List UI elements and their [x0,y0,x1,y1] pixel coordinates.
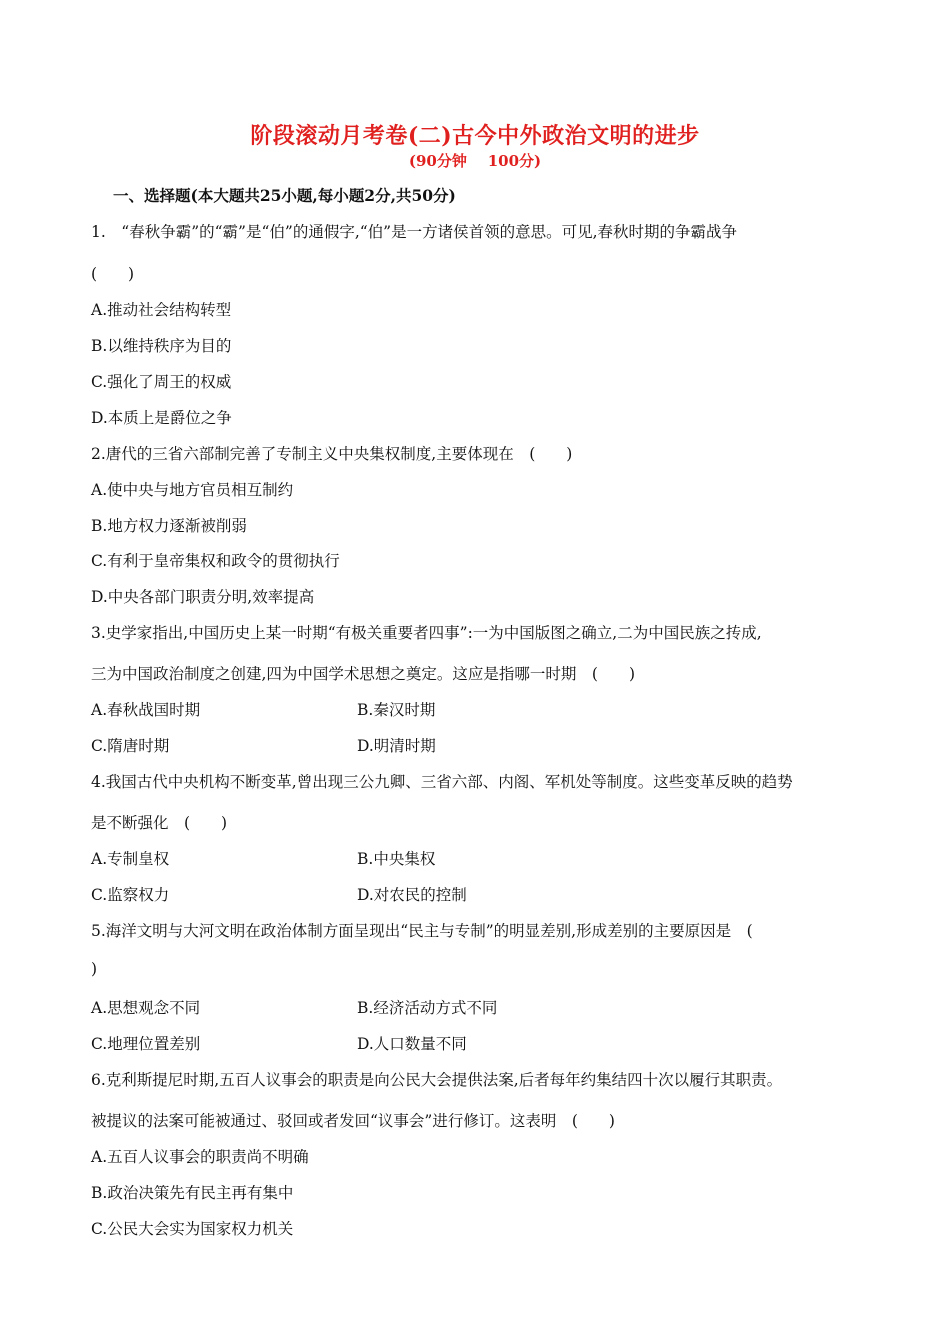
exam-title: 阶段滚动月考卷(二)古今中外政治文明的进步 [250,123,700,149]
question-5-option-d: D.人口数量不同 [357,1035,467,1053]
question-3-option-b: B.秦汉时期 [357,701,436,719]
question-5-option-b: B.经济活动方式不同 [357,999,498,1017]
question-2-stem: 2.唐代的三省六部制完善了专制主义中央集权制度,主要体现在 ( ) [91,445,573,463]
question-4-option-b: B.中央集权 [357,850,436,868]
question-3-option-c: C.隋唐时期 [91,737,170,755]
question-3-option-d: D.明清时期 [357,737,436,755]
question-2-option-d: D.中央各部门职责分明,效率提高 [91,588,315,606]
question-2-option-b: B.地方权力逐渐被削弱 [91,517,247,535]
question-1-stem-line-1: 1. “春秋争霸”的“霸”是“伯”的通假字,“伯”是一方诸侯首领的意思。可见,春秋时期的争霸战争 [91,223,738,241]
question-2-option-a: A.使中央与地方官员相互制约 [91,481,294,499]
question-6-stem-line-1: 6.克利斯提尼时期,五百人议事会的职责是向公民大会提供法案,后者每年约集结四十次以履行其职责。 [91,1071,783,1089]
exam-subtitle [0,150,950,171]
exam-score: 100分) [487,152,542,170]
question-1-option-a: A.推动社会结构转型 [91,301,232,319]
question-3-option-a: A.春秋战国时期 [91,701,201,719]
question-5-stem-line-2: ) [91,960,98,978]
question-1-stem-line-2: ( ) [91,265,135,283]
question-4-option-d: D.对农民的控制 [357,886,467,904]
question-4-stem-line-1: 4.我国古代中央机构不断变革,曾出现三公九卿、三省六部、内阁、军机处等制度。这些变革反映的趋势 [91,773,793,791]
question-5-stem-line-1: 5.海洋文明与大河文明在政治体制方面呈现出“民主与专制”的明显差别,形成差别的主要原因是 ( [91,922,753,940]
question-5-option-c: C.地理位置差别 [91,1035,201,1053]
question-4-option-c: C.监察权力 [91,886,170,904]
section-heading: 一、选择题(本大题共25小题,每小题2分,共50分) [113,186,456,205]
question-6-option-c: C.公民大会实为国家权力机关 [91,1220,294,1238]
question-1-option-b: B.以维持秩序为目的 [91,337,232,355]
question-4-stem-line-2: 是不断强化 ( ) [91,814,228,832]
question-3-stem-line-1: 3.史学家指出,中国历史上某一时期“有极关重要者四事”:一为中国版图之确立,二为中国民族之抟成, [91,624,762,642]
exam-time: (90分钟 [408,152,467,170]
question-6-option-a: A.五百人议事会的职责尚不明确 [91,1148,309,1166]
question-1-option-c: C.强化了周王的权威 [91,373,232,391]
question-4-option-a: A.专制皇权 [91,850,170,868]
question-6-stem-line-2: 被提议的法案可能被通过、驳回或者发回“议事会”进行修订。这表明 ( ) [91,1112,615,1130]
question-3-stem-line-2: 三为中国政治制度之创建,四为中国学术思想之奠定。这应是指哪一时期 ( ) [91,665,636,683]
question-1-option-d: D.本质上是爵位之争 [91,409,232,427]
question-5-option-a: A.思想观念不同 [91,999,201,1017]
question-6-option-b: B.政治决策先有民主再有集中 [91,1184,294,1202]
question-2-option-c: C.有利于皇帝集权和政令的贯彻执行 [91,552,340,570]
